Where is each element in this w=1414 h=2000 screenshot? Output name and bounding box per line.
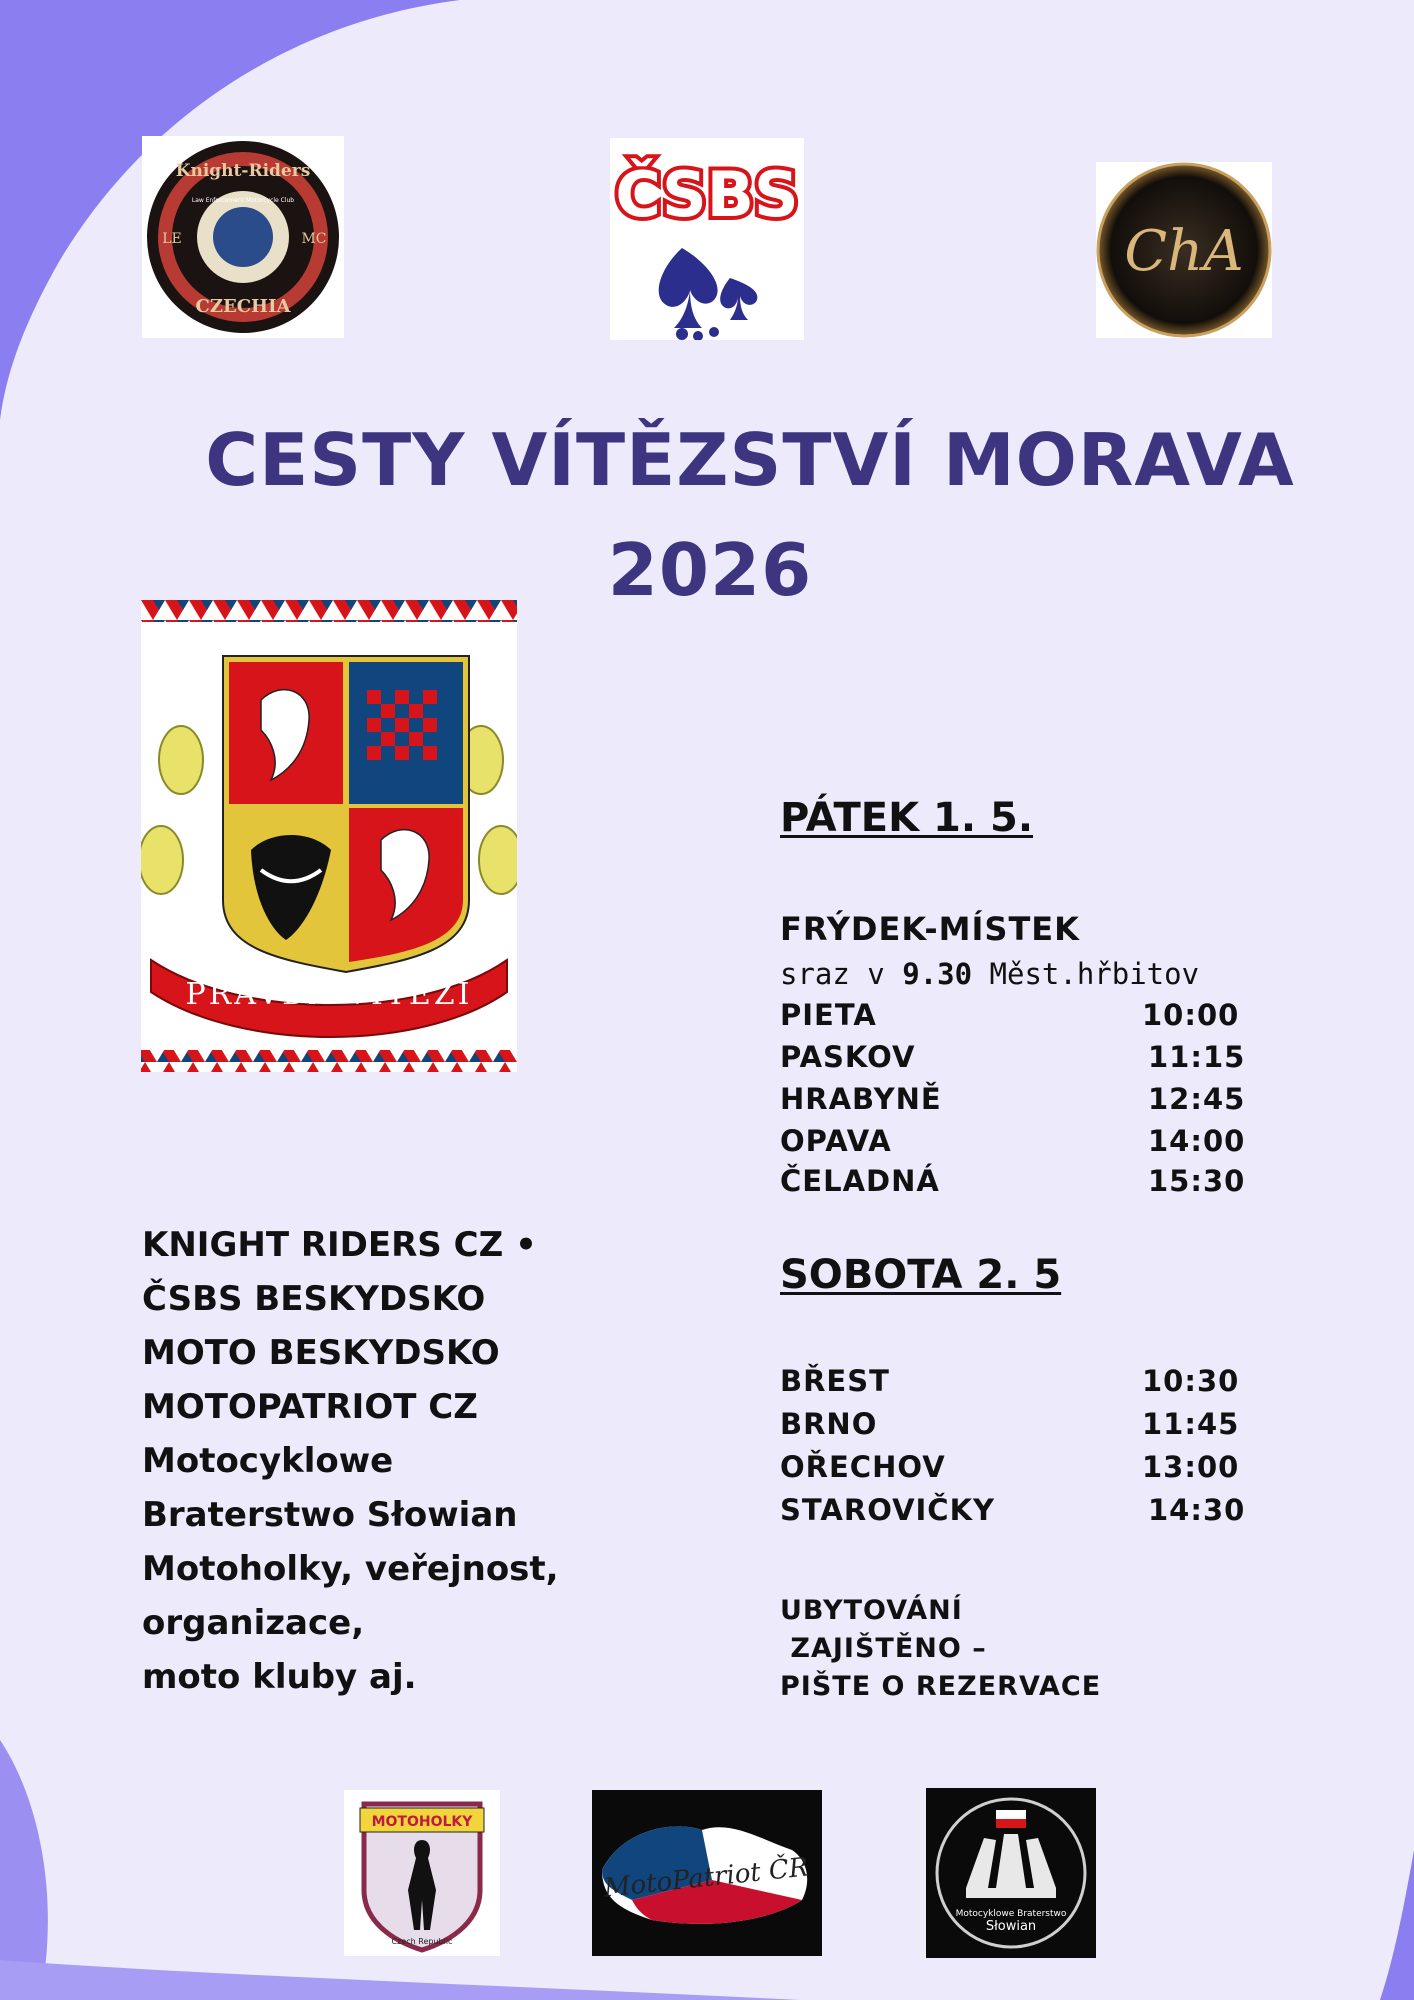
csbs-logo-text: ČSBS <box>615 158 799 231</box>
meet-prefix: sraz v <box>780 957 885 991</box>
knight-riders-logo <box>142 136 344 338</box>
lodging-note <box>780 1592 1101 1706</box>
schedule-row <box>780 1082 1260 1124</box>
motoholky-logo <box>344 1790 500 1956</box>
ca-logo-text: ChA <box>1124 219 1244 284</box>
schedule-row <box>780 1407 1260 1450</box>
lodging-line-1: UBYTOVÁNÍ <box>780 1595 963 1626</box>
braterstwo-line-2: Słowian <box>985 1919 1037 1934</box>
schedule-row <box>780 998 1260 1040</box>
stop-time: 12:45 <box>1148 1082 1246 1116</box>
knight-riders-right-text: MC <box>301 231 327 247</box>
partner-line: MOTOPATRIOT CZ <box>142 1387 478 1427</box>
lodging-line-2: ZAJIŠTĚNO – <box>780 1633 987 1664</box>
lodging-line-3: PIŠTE O REZERVACE <box>780 1671 1102 1702</box>
event-title: CESTY VÍTĚZSTVÍ MORAVA <box>205 418 1295 502</box>
csbs-logo <box>610 138 804 340</box>
stop-time: 14:30 <box>1148 1493 1246 1527</box>
ca-logo <box>1096 162 1272 338</box>
stop-time: 10:30 <box>1142 1364 1240 1398</box>
partner-line: Braterstwo Słowian <box>142 1495 518 1535</box>
braterstwo-line-1: Motocyklowe Braterstwo <box>955 1909 1067 1919</box>
meet-time: 9.30 <box>902 957 973 991</box>
schedule-row <box>780 1164 1260 1204</box>
stop-time: 11:15 <box>1148 1040 1246 1074</box>
stop-place: STAROVIČKY <box>780 1493 996 1527</box>
schedule-row <box>780 1124 1260 1164</box>
meet-place: Měst.hřbitov <box>989 957 1200 991</box>
partner-line: ČSBS BESKYDSKO <box>142 1279 486 1319</box>
partner-line: MOTO BESKYDSKO <box>142 1333 500 1373</box>
stop-place: ČELADNÁ <box>780 1164 940 1198</box>
stop-place: PASKOV <box>780 1040 916 1074</box>
coat-of-arms-motto: PRAVDA VÍTĚZÍ <box>185 977 473 1012</box>
schedule-row <box>780 1364 1260 1407</box>
schedule-row <box>780 1450 1260 1493</box>
saturday-schedule <box>780 1364 1260 1536</box>
event-year: 2026 <box>607 528 813 612</box>
partner-line: KNIGHT RIDERS CZ • <box>142 1225 537 1265</box>
partner-line: moto kluby aj. <box>142 1657 417 1697</box>
partners-list <box>142 1218 559 1704</box>
partner-line: organizace, <box>142 1603 365 1643</box>
stop-time: 10:00 <box>1142 998 1240 1032</box>
knight-riders-top-text: Knight-Riders <box>175 161 311 181</box>
stop-place: BRNO <box>780 1407 878 1441</box>
stop-place: PIETA <box>780 998 877 1032</box>
stop-time: 11:45 <box>1142 1407 1240 1441</box>
stop-time: 15:30 <box>1148 1164 1246 1198</box>
motopatriot-logo <box>592 1790 822 1956</box>
stop-place: BŘEST <box>780 1364 890 1398</box>
schedule-row <box>780 1493 1260 1536</box>
friday-schedule <box>780 998 1260 1204</box>
friday-heading: PÁTEK 1. 5. <box>780 795 1034 841</box>
motoholky-sub-text: Czech Republic <box>391 1937 453 1946</box>
saturday-heading: SOBOTA 2. 5 <box>780 1252 1062 1298</box>
stop-place: OPAVA <box>780 1124 892 1158</box>
stop-place: OŘECHOV <box>780 1450 946 1484</box>
knight-riders-left-text: LE <box>162 231 182 247</box>
partner-line: Motoholky, veřejnost, <box>142 1549 559 1589</box>
stop-time: 13:00 <box>1142 1450 1240 1484</box>
czech-coat-of-arms-image <box>141 600 517 1072</box>
stop-time: 14:00 <box>1148 1124 1246 1158</box>
friday-start-city: FRÝDEK-MÍSTEK <box>780 910 1080 948</box>
motoholky-banner-text: MOTOHOLKY <box>371 1814 473 1830</box>
braterstwo-logo <box>926 1788 1096 1958</box>
partner-line: Motocyklowe <box>142 1441 394 1481</box>
schedule-row <box>780 1040 1260 1082</box>
knight-riders-ring-text: Law Enforcement Motorcycle Club <box>191 197 295 204</box>
knight-riders-bottom-text: CZECHIA <box>195 296 291 317</box>
motopatriot-text: MotoPatriot ČR <box>602 1852 810 1904</box>
stop-place: HRABYNĚ <box>780 1082 942 1116</box>
friday-meeting-info <box>780 957 1199 991</box>
